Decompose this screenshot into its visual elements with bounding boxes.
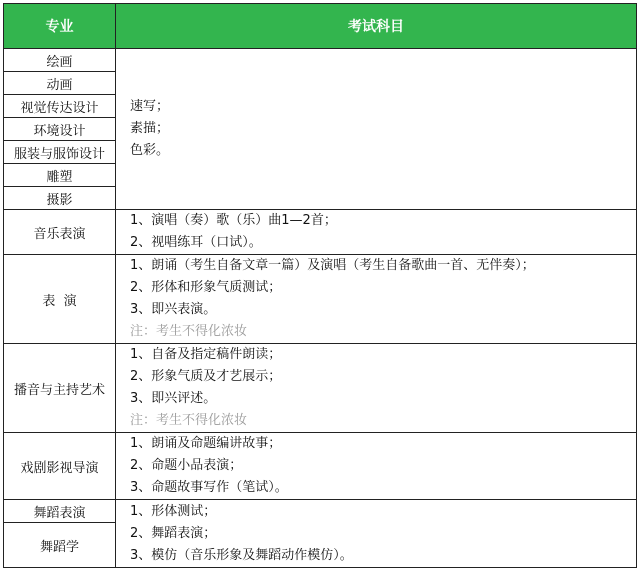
note-line: 注：考生不得化浓妆 (130, 413, 248, 428)
header-subjects: 考试科目 (116, 4, 637, 49)
subjects-cell (116, 210, 637, 255)
major-cell: 表 演 (4, 255, 116, 344)
note-line: 注：考生不得化浓妆 (130, 324, 248, 339)
table-row (4, 210, 637, 255)
header-major: 专业 (4, 4, 116, 49)
subject-line: 2、视唱练耳（口试）。 (130, 235, 262, 250)
subject-line: 色彩。 (130, 143, 170, 158)
subject-line: 1、朗诵（考生自备文章一篇）及演唱（考生自备歌曲一首、无伴奏）； (130, 258, 535, 273)
subjects-cell (116, 255, 637, 344)
header-row (4, 4, 637, 49)
subject-line: 2、舞蹈表演； (130, 525, 217, 541)
major-cell: 音乐表演 (4, 210, 116, 255)
major-cell: 环境设计 (4, 118, 116, 141)
subject-line: 2、形象气质及才艺展示； (130, 369, 282, 384)
subject-line: 2、形体和形象气质测试； (130, 280, 282, 295)
major-cell: 服装与服饰设计 (4, 141, 116, 164)
major-cell: 舞蹈学 (4, 523, 116, 568)
subject-line: 3、即兴评述。 (130, 391, 217, 406)
subjects-cell (116, 500, 637, 568)
major-cell: 舞蹈表演 (4, 500, 116, 523)
subject-line: 1、演唱（奏）歌（乐）曲1—2首； (130, 213, 337, 228)
subjects-cell (116, 344, 637, 433)
major-cell: 视觉传达设计 (4, 95, 116, 118)
subject-line: 1、形体测试； (130, 503, 217, 519)
subjects-cell (116, 433, 637, 500)
subject-line: 速写； (130, 99, 170, 114)
major-cell: 绘画 (4, 49, 116, 72)
table-row (4, 344, 637, 433)
major-cell: 动画 (4, 72, 116, 95)
exam-subjects-table (3, 3, 637, 568)
table-row (4, 433, 637, 500)
table-row (4, 255, 637, 344)
subject-line: 3、命题故事写作（笔试）。 (130, 480, 288, 495)
table-row (4, 49, 637, 72)
major-cell: 雕塑 (4, 164, 116, 187)
table-row (4, 500, 637, 523)
subject-line: 1、自备及指定稿件朗读； (130, 347, 282, 362)
subject-line: 2、命题小品表演； (130, 458, 243, 473)
subject-line: 素描； (130, 121, 170, 136)
major-cell: 摄影 (4, 187, 116, 210)
major-cell: 戏剧影视导演 (4, 433, 116, 500)
subject-line: 1、朗诵及命题编讲故事； (130, 436, 282, 451)
subject-line: 3、模仿（音乐形象及舞蹈动作模仿）。 (130, 547, 353, 563)
subject-line: 3、即兴表演。 (130, 302, 217, 317)
major-cell: 播音与主持艺术 (4, 344, 116, 433)
subjects-cell (116, 49, 637, 210)
